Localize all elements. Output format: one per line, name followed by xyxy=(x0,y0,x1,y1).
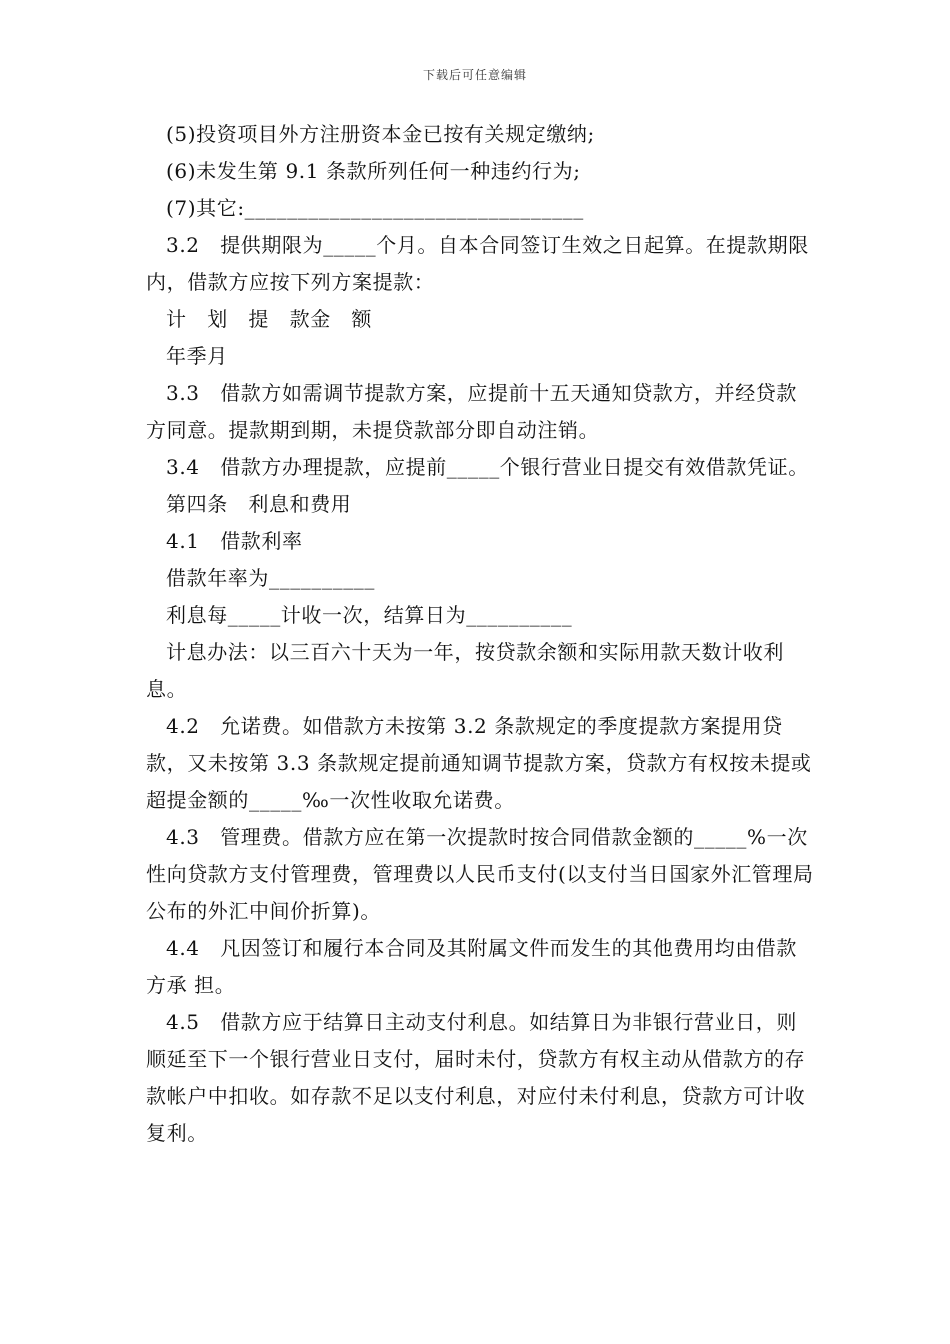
draw-plan-header: 计 划 提 款金 额 xyxy=(166,307,372,331)
clause-5-capital-paid: (5)投资项目外方注册资本金已按有关规定缴纳; xyxy=(166,122,595,146)
clause-3-4-draw-notice: 3.4 借款方办理提款，应提前_____个银行营业日提交有效借款凭证。 xyxy=(166,455,809,479)
interest-settlement-line: 利息每_____计收一次，结算日为__________ xyxy=(166,603,573,627)
clause-4-5-interest-payment: 4.5 借款方应于结算日主动支付利息。如结算日为非银行营业日，则顺延至下一个银行营业日支付，届时未付，贷款方有权主动从借款方的存款帐户中扣收。如存款不足以支付利息，对应付未付利息，贷款方可计收复利。 xyxy=(146,1010,806,1145)
article-4-heading: 第四条 利息和费用 xyxy=(166,492,352,516)
clause-7-other: (7)其它:________________________________ xyxy=(166,196,584,220)
interest-method-line: 计息办法：以三百六十天为一年，按贷款余额和实际用款天数计收利息。 xyxy=(146,640,784,701)
clause-4-2-commitment-fee: 4.2 允诺费。如借款方未按第 3.2 条款规定的季度提款方案提用贷款，又未按第 3.3 条款规定提前通知调节提款方案，贷款方有权按未提或超提金额的_____‰一次性收取允诺费。 xyxy=(146,714,812,812)
document-body xyxy=(146,116,816,1152)
clause-4-3-management-fee: 4.3 管理费。借款方应在第一次提款时按合同借款金额的_____%一次性向贷款方支付管理费，管理费以人民币支付(以支付当日国家外汇管理局公布的外汇中间价折算)。 xyxy=(146,825,814,923)
clause-4-1-interest-rate: 4.1 借款利率 xyxy=(166,529,303,553)
clause-6-no-default: (6)未发生第 9.1 条款所列任何一种违约行为; xyxy=(166,159,581,183)
clause-3-3-adjust-plan: 3.3 借款方如需调节提款方案，应提前十五天通知贷款方，并经贷款方同意。提款期到期，未提贷款部分即自动注销。 xyxy=(146,381,798,442)
annual-rate-line: 借款年率为__________ xyxy=(166,566,375,590)
page-header: 下载后可任意编辑 xyxy=(422,68,527,82)
draw-plan-period-row: 年季月 xyxy=(166,344,228,368)
clause-3-2-draw-period: 3.2 提供期限为_____个月。自本合同签订生效之日起算。在提款期限内，借款方应按下列方案提款： xyxy=(146,233,809,294)
clause-4-4-other-fees: 4.4 凡因签订和履行本合同及其附属文件而发生的其他费用均由借款方承 担。 xyxy=(146,936,798,997)
